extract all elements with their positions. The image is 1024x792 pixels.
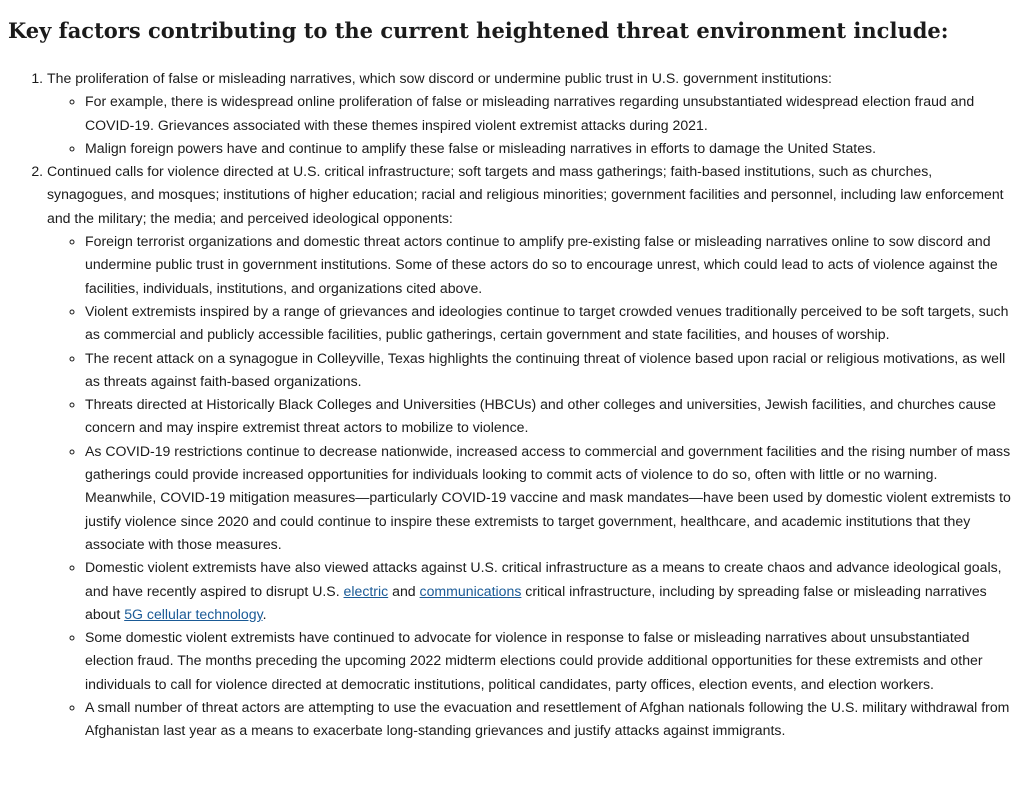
sub-list-item: ◦ A small number of threat actors are attempting to use the evacuation and resettlement of Afghan nationals following the U.S. military withdrawal from Afghanistan last year as a means to exacerbate long-standing grievances and justify attacks against immigrants. [85, 696, 1012, 743]
list-item [47, 67, 1012, 160]
sub-list [47, 90, 1012, 160]
sub-list-item [85, 556, 1012, 626]
sub-list-item-text: Domestic violent extremists have also viewed attacks against U.S. critical infrastructure as a means to create chaos and advance ideological goals, and have recently aspired to disrupt U.S. [85, 559, 1002, 599]
list-item [47, 160, 1012, 742]
sub-list-item: ◦ The recent attack on a synagogue in Colleyville, Texas highlights the continuing threat of violence based upon racial or religious motivations, as well as threats against faith-based organizations. [85, 347, 1012, 394]
communications-link[interactable]: communications [419, 582, 522, 599]
sub-list-item: ◦ Threats directed at Historically Black Colleges and Universities (HBCUs) and other colleges and universities, Jewish facilities, and churches cause concern and may inspire extremist threat actors to mobilize to violence. [85, 393, 1012, 440]
sub-list-item: ◦ Malign foreign powers have and continue to amplify these false or misleading narratives in efforts to damage the United States. [85, 137, 1012, 160]
sub-list-item-text: . [262, 605, 267, 622]
sub-list-item-text: critical infrastructure, including by spreading false or misleading narratives about [85, 582, 987, 622]
sub-list-item: ◦ Some domestic violent extremists have continued to advocate for violence in response to false or misleading narratives about unsubstantiated election fraud. The months preceding the upcoming 2022 midterm elections could provide additional opportunities for these extremists and other individuals to call for violence directed at democratic institutions, political candidates, party offices, election events, and election workers. [85, 626, 1012, 696]
list-item-text: Continued calls for violence directed at U.S. critical infrastructure; soft targets and mass gatherings; faith-based institutions, such as churches, synagogues, and mosques; institutions of higher education; racial and religious minorities; government facilities and personnel, including law enforcement and the military; the media; and perceived ideological opponents: [47, 163, 1004, 226]
sub-list-item: ◦ For example, there is widespread online proliferation of false or misleading narratives regarding unsubstantiated widespread election fraud and COVID-19. Grievances associated with these themes inspired violent extremist attacks during 2021. [85, 90, 1012, 137]
electric-link[interactable]: electric [343, 582, 389, 599]
sub-list-item: ◦ Foreign terrorist organizations and domestic threat actors continue to amplify pre-existing false or misleading narratives online to sow discord and undermine public trust in government institutions. Some of these actors do so to encourage unrest, which could lead to acts of violence against the facilities, individuals, institutions, and organizations cited above. [85, 230, 1012, 300]
page-heading: Key factors contributing to the current heightened threat environment include: [8, 18, 949, 43]
sub-list [47, 230, 1012, 743]
key-factors-list [47, 67, 1012, 743]
list-item-text: The proliferation of false or misleading narratives, which sow discord or undermine public trust in U.S. government institutions: [47, 70, 832, 86]
5g-cellular-technology-link[interactable]: 5G cellular technology [124, 605, 263, 622]
sub-list-item: ◦ As COVID-19 restrictions continue to decrease nationwide, increased access to commercial and government facilities and the rising number of mass gatherings could provide increased opportunities for individuals looking to commit acts of violence to do so, often with little or no warning. Meanwhile, COVID-19 mitigation measures—particularly COVID-19 vaccine and mask mandates—have been used by domestic violent extremists to justify violence since 2020 and could continue to inspire these extremists to target government, healthcare, and academic institutions that they associate with those measures. [85, 440, 1012, 556]
sub-list-item-text: and [388, 582, 420, 599]
sub-list-item: ◦ Violent extremists inspired by a range of grievances and ideologies continue to target crowded venues traditionally perceived to be soft targets, such as commercial and publicly accessible facilities, public gatherings, certain government and state facilities, and houses of worship. [85, 300, 1012, 347]
